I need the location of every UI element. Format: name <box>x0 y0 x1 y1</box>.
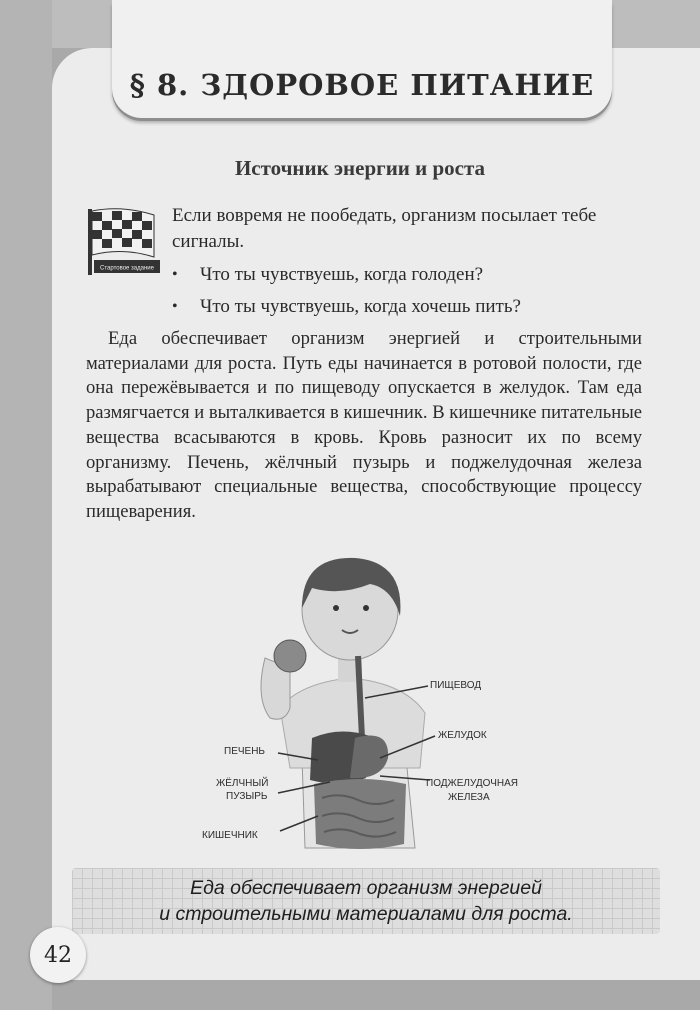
question-text: Что ты чувствуешь, когда хочешь пить? <box>200 296 521 317</box>
label-pancreas-1: ПОДЖЕЛУДОЧНАЯ <box>426 778 518 789</box>
question-list <box>172 259 642 323</box>
label-liver: ПЕЧЕНЬ <box>224 746 265 757</box>
flag-caption: Стартовое задание <box>100 265 154 272</box>
label-pancreas-2: ЖЕЛЕЗА <box>448 792 490 803</box>
label-stomach: ЖЕЛУДОК <box>438 730 487 741</box>
label-intestine: КИШЕЧНИК <box>202 830 258 841</box>
body-paragraph: Еда обеспечивает организм энергией и строительными материалами для роста. Путь еды начинается в ротовой полости, где она пережёвывается и по пищеводу опускается в желудок. Там еда размягчается и выталкивается в кишечник. В кишечнике питательные вещества всасываются в кровь. Кровь разносит их по всему организму. Печень, жёлчный пузырь и поджелудочная железа вырабатывают специальные вещества, способствующие процессу пищеварения. <box>86 328 642 522</box>
bullet-icon: • <box>172 266 178 283</box>
label-gallbladder-2: ПУЗЫРЬ <box>226 791 268 802</box>
label-esophagus: ПИЩЕВОД <box>430 680 482 691</box>
intro-text: Если вовремя не пообедать, организм посылает тебе сигналы. <box>172 205 597 252</box>
question-text: Что ты чувствуешь, когда голоден? <box>200 264 484 285</box>
apple-icon <box>274 640 306 672</box>
list-item <box>172 291 642 323</box>
summary-line-2: и строительными материалами для роста. <box>159 903 573 925</box>
label-gallbladder-1: ЖЁЛЧНЫЙ <box>216 778 269 789</box>
summary-box <box>72 868 660 934</box>
section-subtitle: Источник энергии и роста <box>234 156 486 180</box>
list-item <box>172 259 642 291</box>
title-tab <box>112 0 612 118</box>
bullet-icon: • <box>172 298 178 315</box>
digestive-system-illustration <box>190 548 550 868</box>
page-title: § 8. ЗДОРОВОЕ ПИТАНИЕ <box>129 68 595 102</box>
page-edge-left <box>0 0 52 1010</box>
summary-line-1: Еда обеспечивает организм энергией <box>190 877 542 899</box>
page-number: 42 <box>30 927 86 983</box>
checkered-flag-icon <box>82 207 162 277</box>
